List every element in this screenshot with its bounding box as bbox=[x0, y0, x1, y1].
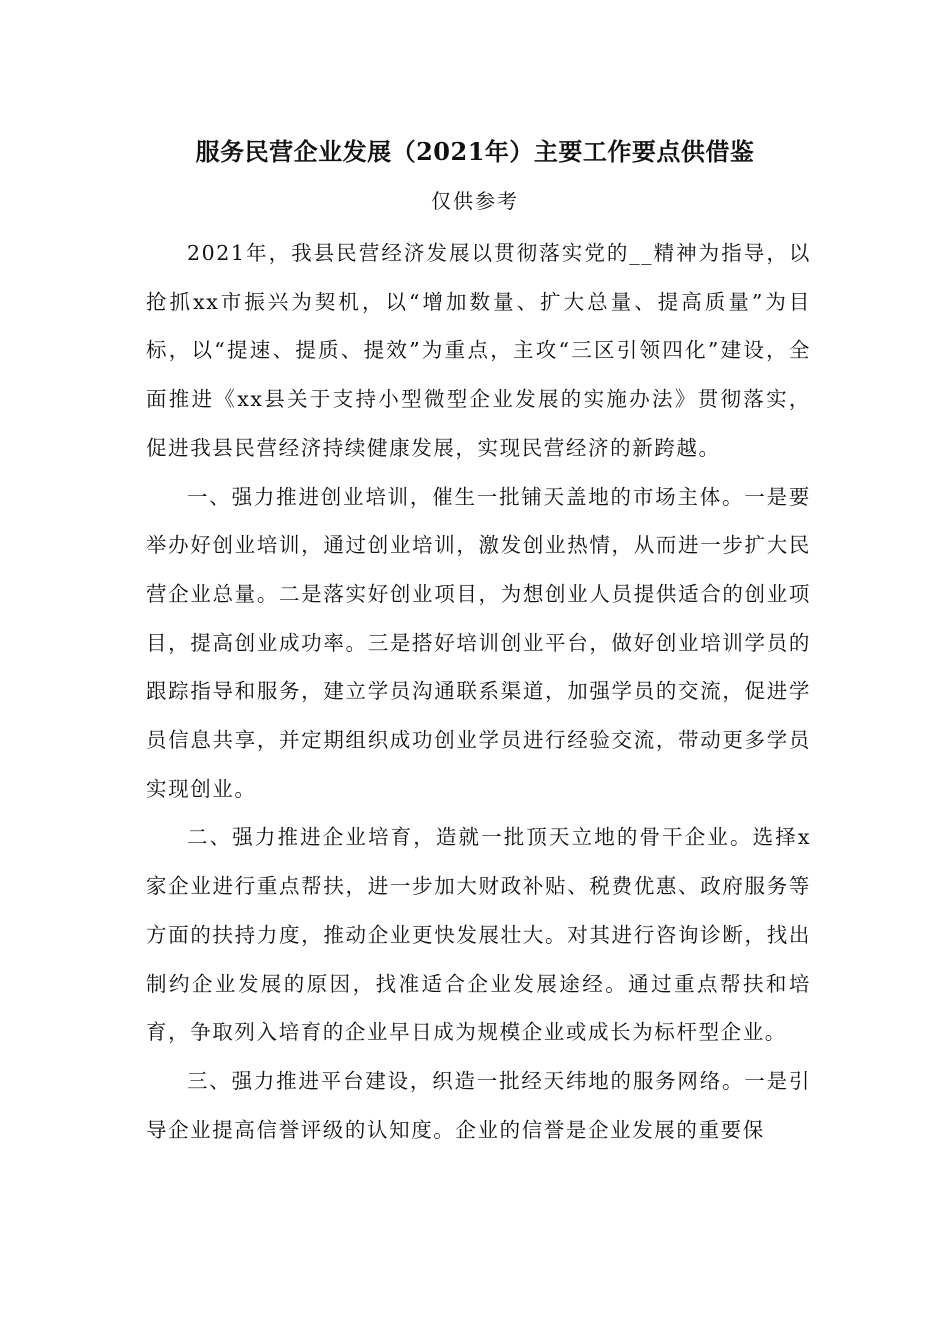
paragraph-intro: 2021年，我县民营经济发展以贯彻落实党的__精神为指导，以抢抓xx市振兴为契机，以“增加数量、扩大总量、提高质量”为目标，以“提速、提质、提效”为重点，主攻“三区引领四化”建设，全面推进《xx县关于支持小型微型企业发展的实施办法》贯彻落实，促进我县民营经济持续健康发展，实现民营经济的新跨越。 bbox=[146, 241, 811, 460]
document-subtitle: 仅供参考 bbox=[431, 189, 519, 213]
paragraph-section-3: 三、强力推进平台建设，织造一批经天纬地的服务网络。一是引导企业提高信誉评级的认知度。企业的信誉是企业发展的重要保 bbox=[146, 1068, 811, 1142]
paragraph-section-2: 二、强力推进企业培育，造就一批顶天立地的骨干企业。选择x家企业进行重点帮扶，进一步加大财政补贴、税费优惠、政府服务等方面的扶持力度，推动企业更快发展壮大。对其进行咨询诊断，找出制约企业发展的原因，找准适合企业发展途经。通过重点帮扶和培育，争取列入培育的企业早日成为规模企业或成长为标杆型企业。 bbox=[146, 825, 811, 1045]
paragraph-section-1: 一、强力推进创业培训，催生一批铺天盖地的市场主体。一是要举办好创业培训，通过创业培训，激发创业热情，从而进一步扩大民营企业总量。二是落实好创业项目，为想创业人员提供适合的创业项目，提高创业成功率。三是搭好培训创业平台，做好创业培训学员的跟踪指导和服务，建立学员沟通联系渠道，加强学员的交流，促进学员信息共享，并定期组织成功创业学员进行经验交流，带动更多学员实现创业。 bbox=[146, 484, 811, 801]
document-body bbox=[146, 229, 811, 1154]
document-title: 服务民营企业发展（2021年）主要工作要点供借鉴 bbox=[195, 137, 755, 166]
